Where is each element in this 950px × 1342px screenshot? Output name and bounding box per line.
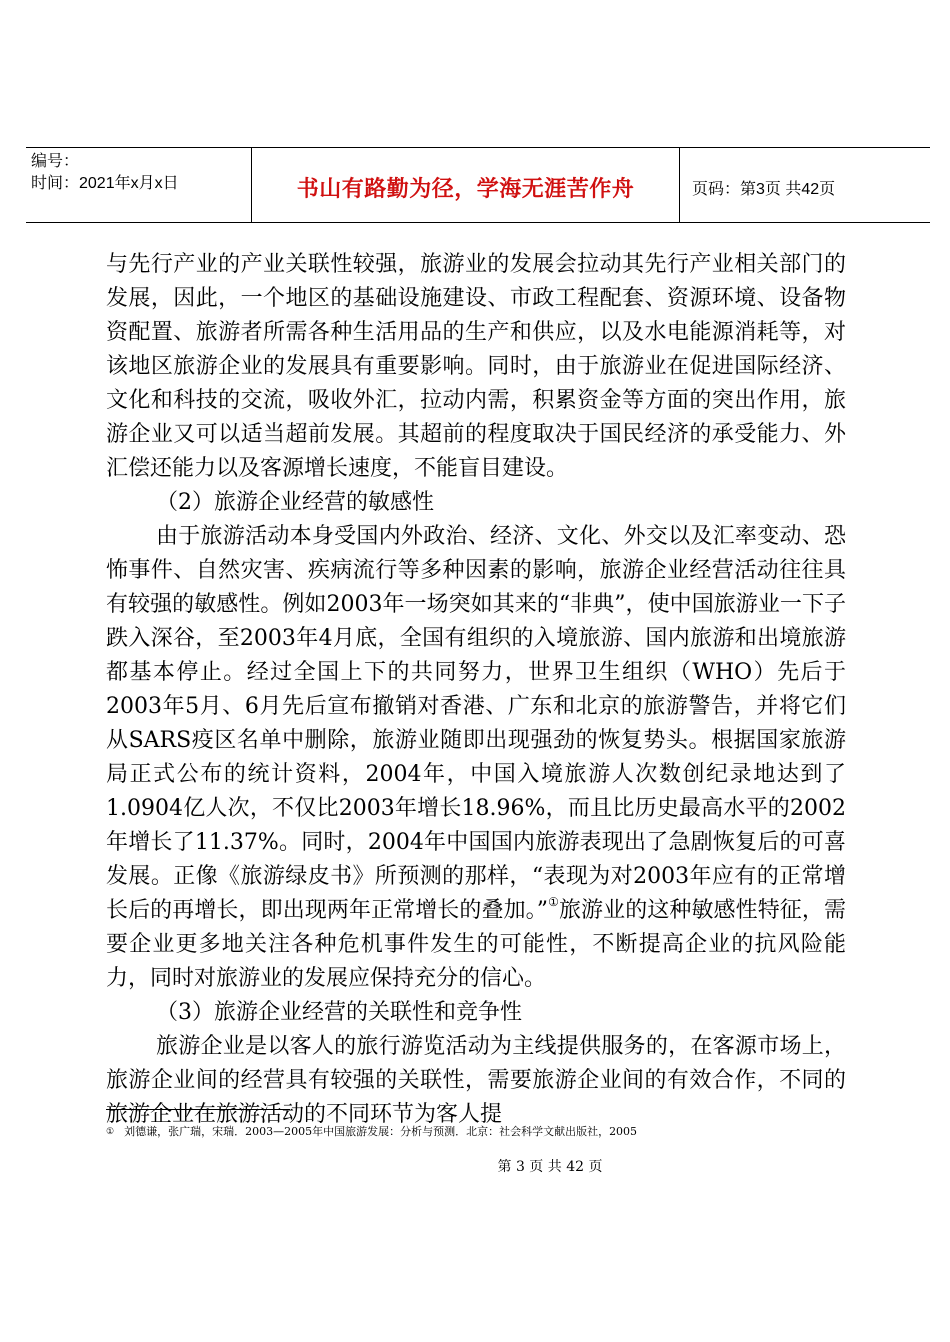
- footnote-separator: [106, 1109, 290, 1110]
- page-number: 第 3 页 共 42 页: [497, 1159, 603, 1175]
- page-footer: [0, 1156, 950, 1176]
- section-heading-2: （2）旅游企业经营的敏感性: [156, 490, 434, 515]
- footnote-reference[interactable]: ①: [548, 895, 559, 909]
- footnote: [106, 1124, 866, 1140]
- paragraph-2-text-a: 由于旅游活动本身受国内外政治、经济、文化、外交以及汇率变动、恐怖事件、自然灾害、疾病流行等多种因素的影响，旅游企业经营活动往往具有较强的敏感性。例如2003年一场突如其来的“非典”，使中国旅游业一下子跌入深谷，至2003年4月底，全国有组织的入境旅游、国内旅游和出境旅游都基本停止。经过全国上下的共同努力，世界卫生组织（WHO）先后于2003年5月、6月先后宣布撤销对香港、广东和北京的旅游警告，并将它们从SARS疫区名单中删除，旅游业随即出现强劲的恢复势头。根据国家旅游局正式公布的统计资料，2004年，中国入境旅游人次数创纪录地达到了1.0904亿人次，不仅比2003年增长18.96%，而且比历史最高水平的2002年增长了11.37%。同时，2004年中国国内旅游表现出了急剧恢复后的可喜发展。正像《旅游绿皮书》所预测的那样，“表现为对2003年应有的正常增长后的再增长，即出现两年正常增长的叠加。”: [106, 524, 846, 923]
- header-motto: 书山有路勤为径，学海无涯苦作舟: [296, 176, 635, 202]
- header-page-cell: [680, 148, 930, 222]
- paragraph-3: 旅游企业是以客人的旅行游览活动为主线提供服务的，在客源市场上，旅游企业间的经营具有较强的关联性，需要旅游企业间的有效合作，不同的旅游企业在旅游活动的不同环节为客人提: [106, 1034, 846, 1127]
- document-header: [26, 147, 930, 223]
- footnote-mark: ①: [106, 1127, 115, 1137]
- header-meta-cell: [26, 148, 252, 222]
- document-body: [106, 248, 846, 1132]
- footnote-text: 刘德谦，张广瑞，宋瑞．2003—2005年中国旅游发展：分析与预测．北京：社会科学文献出版社，2005: [124, 1125, 638, 1138]
- section-heading-3: （3）旅游企业经营的关联性和竞争性: [156, 1000, 522, 1025]
- document-time-label: 时间：2021年x月x日: [31, 175, 179, 192]
- paragraph-2-text-b: 旅游业的这种敏感性特征，需要企业更多地关注各种危机事件发生的可能性，不断提高企业的抗风险能力，同时对旅游业的发展应保持充分的信心。: [106, 898, 846, 991]
- header-motto-cell: [252, 148, 680, 222]
- header-page-label: 页码：第3页 共42页: [692, 180, 836, 198]
- document-number-label: 编号：: [31, 153, 80, 170]
- paragraph-1: 与先行产业的产业关联性较强，旅游业的发展会拉动其先行产业相关部门的发展，因此，一个地区的基础设施建设、市政工程配套、资源环境、设备物资配置、旅游者所需各种生活用品的生产和供应，以及水电能源消耗等，对该地区旅游企业的发展具有重要影响。同时，由于旅游业在促进国际经济、文化和科技的交流，吸收外汇，拉动内需，积累资金等方面的突出作用，旅游企业又可以适当超前发展。其超前的程度取决于国民经济的承受能力、外汇偿还能力以及客源增长速度，不能盲目建设。: [106, 252, 846, 481]
- paragraph-2: [106, 520, 846, 996]
